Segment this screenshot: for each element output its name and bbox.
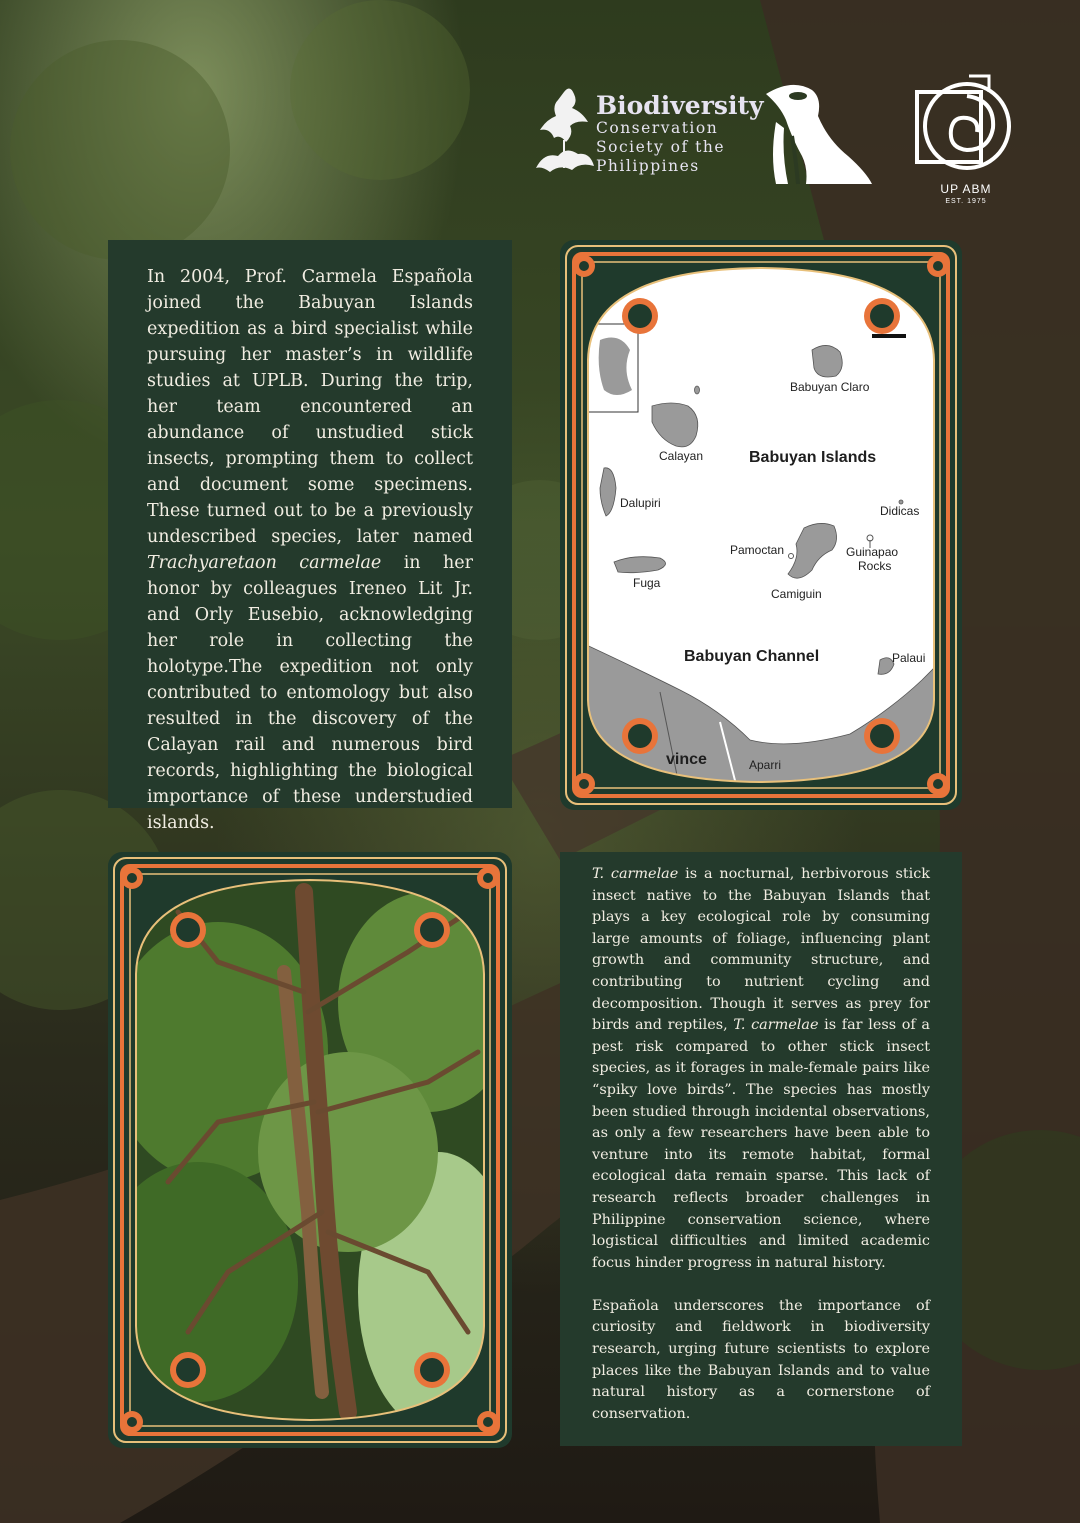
up-abm-logo <box>913 74 1019 209</box>
map-label-dalupiri: Dalupiri <box>620 496 661 510</box>
up-abm-name: UP ABM <box>940 182 992 196</box>
up-abm-established: EST. 1975 <box>945 198 987 205</box>
logo-bar <box>530 70 1050 210</box>
map-label-babuyan-claro: Babuyan Claro <box>790 380 870 394</box>
spiral-emblem-icon <box>913 74 1019 180</box>
bcsp-line-3: Society of the <box>596 138 726 156</box>
intro-species-name: Trachyaretaon carmelae <box>147 553 382 573</box>
intro-text-after: in her honor by colleagues Ireneo Lit Jr. and Orly Eusebio, acknowledging her role in collecting the holotype.The expedition not only contributed to entomology but also resulted in the discovery of the Calayan rail and numerous bird records, highlighting the biological importance of these understudied islands. <box>147 553 473 833</box>
map-label-pamoctan: Pamoctan <box>730 543 785 557</box>
intro-panel <box>108 240 512 833</box>
description-species-name-2: T. carmelae <box>733 1017 819 1034</box>
stick-insect-card <box>108 852 512 1448</box>
description-paragraph-1 <box>592 864 930 1274</box>
map-label-aparri: Aparri <box>749 758 782 772</box>
map-label-guinapao: Guinapao <box>846 545 899 559</box>
map-title: Babuyan Islands <box>749 449 877 466</box>
map-label-province: vince <box>666 751 707 768</box>
bcsp-line-2: Conservation <box>596 119 719 137</box>
description-text-b: is far less of a pest risk compared to other stick insect species, as it forages in male-female pairs like “spiky love birds”. The species has mostly been studied through incidental observations, as only a few researchers have been able to venture into its remote habitat, formal ecological data remain sparse. This lack of research reflects broader challenges in Philippine conservation science, where logistical difficulties and limited academic focus hinder progress in natural history. <box>592 1017 930 1271</box>
stick-insect-photo <box>108 872 512 1432</box>
map-channel-label: Babuyan Channel <box>684 648 820 665</box>
intro-text-before: In 2004, Prof. Carmela Española joined the Babuyan Islands expedition as a bird specialist while pursuing her master’s in wildlife studies at UPLB. During the trip, her team encountered an abundance of unstudied stick insects, prompting them to collect and document some specimens. These turned out to be a previously undescribed species, later named <box>147 267 473 547</box>
description-paragraph-2: Española underscores the importance of curiosity and fieldwork in biodiversity research, urging future scientists to explore places like the Babuyan Islands and to value natural history as a cornerstone of conservation. <box>592 1297 930 1422</box>
bcsp-line-1: Biodiversity <box>596 91 764 120</box>
ornate-card-frame <box>108 852 512 1448</box>
bcsp-wordmark <box>596 91 764 176</box>
map-label-camiguin: Camiguin <box>771 587 822 601</box>
bcsp-line-4: Philippines <box>596 157 700 175</box>
map-card <box>560 240 962 810</box>
bcsp-logo <box>530 82 764 182</box>
description-panel <box>560 852 962 1446</box>
bat-and-plant-icon <box>530 82 600 178</box>
map-label-palaui: Palaui <box>892 651 926 665</box>
map-label-calayan: Calayan <box>659 449 704 463</box>
map-label-rocks: Rocks <box>858 559 892 573</box>
map-label-fuga: Fuga <box>633 576 661 590</box>
description-species-name: T. carmelae <box>592 866 679 882</box>
penguin-like-bird-icon <box>762 76 874 188</box>
ornate-card-frame <box>560 240 962 810</box>
intro-paragraph <box>147 264 473 836</box>
description-text-a: is a nocturnal, herbivorous stick insect native to the Babuyan Islands that plays a key ecological role by consuming large amounts of foliage, influencing plant growth and community structure, and contributing to nutrient cycling and decomposition. Though it serves as prey for birds and reptiles, <box>592 866 931 1034</box>
map-label-didicas: Didicas <box>880 504 920 518</box>
